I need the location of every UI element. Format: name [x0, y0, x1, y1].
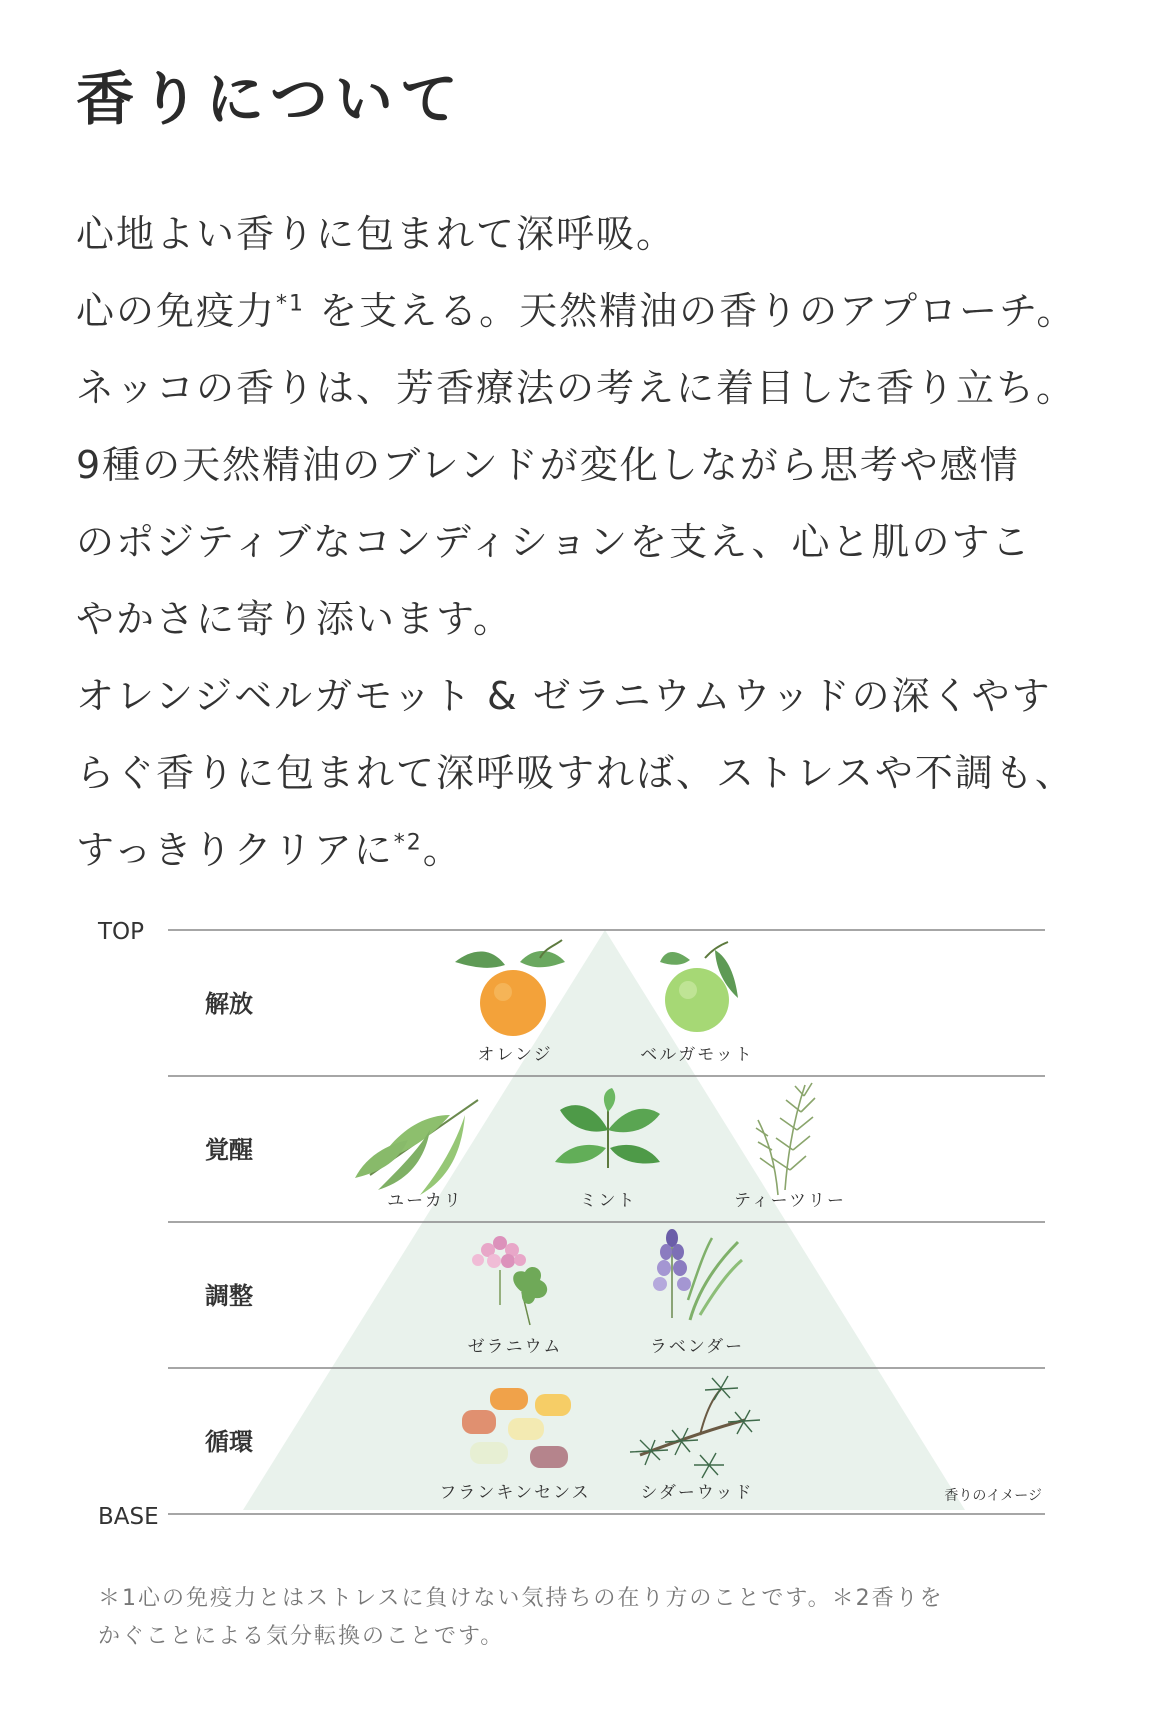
- description-line: ネッコの香りは、芳香療法の考えに着目した香り立ち。: [76, 366, 1077, 410]
- description-line: らぐ香りに包まれて深呼吸すれば、ストレスや不調も、: [76, 751, 1075, 795]
- base-label: BASE: [98, 1504, 159, 1530]
- description-text: [76, 196, 1116, 889]
- item-label: ミント: [579, 1191, 637, 1211]
- footnote-mark: *2: [393, 830, 423, 856]
- item-label: フランキンセンス: [439, 1483, 591, 1503]
- tea-tree-icon: [756, 1083, 815, 1195]
- item-label: オレンジ: [477, 1045, 553, 1065]
- item-label: ゼラニウム: [467, 1337, 563, 1357]
- top-label: TOP: [98, 919, 145, 945]
- pyramid-shape: [243, 930, 965, 1510]
- footnotes: [98, 1580, 1098, 1656]
- description-line: のポジティブなコンディションを支え、心と肌のすこ: [76, 520, 1032, 564]
- footnote-mark: *1: [276, 291, 306, 317]
- description-line: 9種の天然精油のブレンドが変化しながら思考や感情: [76, 443, 1020, 487]
- description-line: オレンジベルガモット & ゼラニウムウッドの深くやす: [76, 674, 1052, 718]
- image-caption: 香りのイメージ: [944, 1488, 1042, 1504]
- footnote-line: かぐことによる気分転換のことです。: [98, 1624, 505, 1649]
- item-label: ユーカリ: [387, 1191, 463, 1211]
- description-line: やかさに寄り添います。: [76, 597, 513, 641]
- tier-label: 循環: [205, 1428, 253, 1456]
- tier-label: 調整: [205, 1282, 253, 1310]
- description-line: 心の免疫力$^{*1}$ を支える。天然精油の香りのアプローチ。: [76, 289, 1077, 333]
- item-label: ベルガモット: [640, 1045, 754, 1065]
- fragrance-pyramid: [0, 900, 1159, 1540]
- tier-label: 解放: [205, 990, 253, 1018]
- item-label: ラベンダー: [649, 1337, 745, 1357]
- description-line: 心地よい香りに包まれて深呼吸。: [76, 212, 677, 256]
- item-label: ティーツリー: [734, 1191, 846, 1211]
- tier-label: 覚醒: [205, 1136, 253, 1164]
- footnote-line: ＊1心の免疫力とはストレスに負けない気持ちの在り方のことです。＊2香りを: [98, 1586, 944, 1611]
- bergamot-icon: [660, 942, 738, 1032]
- page-title: 香りについて: [76, 65, 465, 133]
- item-label: シダーウッド: [640, 1483, 754, 1503]
- description-line: すっきりクリアに$^{*2}$。: [76, 828, 463, 872]
